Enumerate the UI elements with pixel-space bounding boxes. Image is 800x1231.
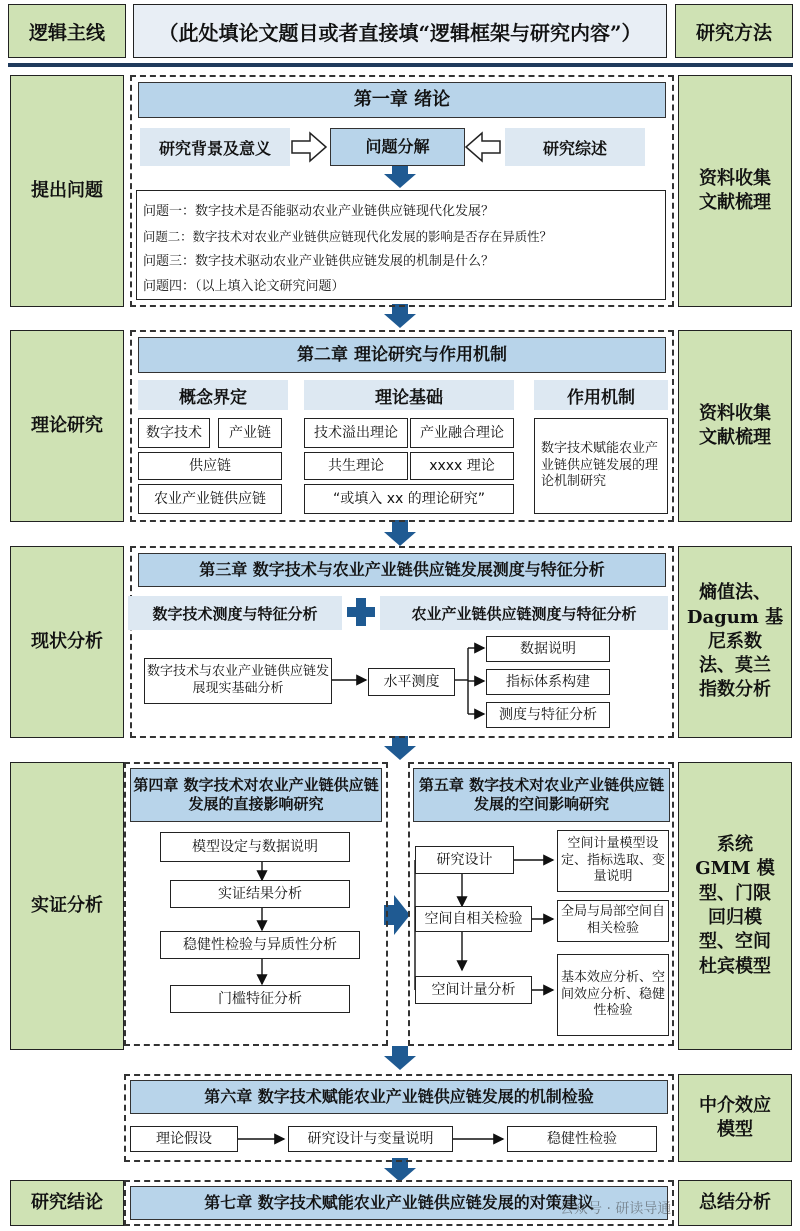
ch2-theory-fill-in: “或填入 xx 的理论研究”	[304, 484, 514, 514]
stage-label-6: 研究结论	[10, 1180, 124, 1226]
stage-label-3: 现状分析	[10, 546, 124, 738]
chapter-6-title: 第六章 数字技术赋能农业产业链供应链发展的机制检验	[130, 1080, 668, 1114]
chapter-1-title: 第一章 绪论	[138, 82, 666, 118]
ch2-col2-title: 理论基础	[304, 380, 514, 410]
method-label-3: 熵值法、 Dagum 基 尼系数 法、莫兰 指数分析	[678, 546, 792, 738]
ch1-question-2: 问题二：数字技术对农业产业链供应链现代化发展的影响是否存在异质性？	[143, 229, 552, 244]
ch2-col3-title: 作用机制	[534, 380, 668, 410]
stage-label-2: 理论研究	[10, 330, 124, 522]
ch1-question-3: 问题三：数字技术驱动农业产业链供应链发展的机制是什么？	[143, 254, 495, 269]
ch4-robustness: 稳健性检验与异质性分析	[160, 931, 360, 959]
ch1-background: 研究背景及意义	[140, 128, 290, 166]
ch3-indicator-system: 指标体系构建	[486, 669, 610, 695]
ch5-note-3: 基本效应分析、空间效应分析、稳健性检验	[557, 954, 669, 1036]
ch5-research-design: 研究设计	[415, 846, 514, 874]
chapter-4-title: 第四章 数字技术对农业产业链供应链发展的直接影响研究	[130, 768, 382, 822]
header-left-label: 逻辑主线	[8, 4, 126, 58]
method-label-1: 资料收集 文献梳理	[678, 75, 792, 307]
ch3-basis-analysis: 数字技术与农业产业链供应链发展现实基础分析	[144, 658, 332, 704]
header-divider	[8, 63, 793, 67]
ch1-question-4: 问题四：（以上填入论文研究问题）	[143, 279, 345, 294]
ch2-concept-industry-chain: 产业链	[218, 418, 282, 448]
ch2-theory-symbiosis: 共生理论	[304, 452, 408, 480]
ch4-empirical-results: 实证结果分析	[170, 880, 350, 908]
ch3-agri-measurement: 农业产业链供应链测度与特征分析	[380, 596, 668, 630]
ch3-data-description: 数据说明	[486, 636, 610, 662]
stage-label-4: 实证分析	[10, 762, 124, 1050]
ch4-model-setting: 模型设定与数据说明	[160, 832, 350, 862]
chapter-5-title: 第五章 数字技术对农业产业链供应链发展的空间影响研究	[413, 768, 670, 822]
ch2-concept-digital-tech: 数字技术	[138, 418, 210, 448]
method-label-4: 系统 GMM 模 型、门限 回归模 型、空间 杜宾模型	[678, 762, 792, 1050]
ch3-measurement-analysis: 测度与特征分析	[486, 702, 610, 728]
watermark: 公众号 · 研读导通	[560, 1201, 672, 1217]
ch5-spatial-autocorrelation: 空间自相关检验	[415, 906, 532, 932]
down-arrow-4	[384, 736, 416, 760]
method-label-2: 资料收集 文献梳理	[678, 330, 792, 522]
stage-label-1: 提出问题	[10, 75, 124, 307]
ch2-col1-title: 概念界定	[138, 380, 288, 410]
chapter-7-title: 第七章 数字技术赋能农业产业链供应链发展的对策建议	[130, 1186, 668, 1220]
ch2-concept-agri-chain: 农业产业链供应链	[138, 484, 282, 514]
chapter-2-title: 第二章 理论研究与作用机制	[138, 337, 666, 373]
ch1-literature-review: 研究综述	[505, 128, 645, 166]
ch5-note-1: 空间计量模型设定、指标选取、变量说明	[557, 830, 669, 892]
down-arrow-3	[384, 520, 416, 546]
down-arrow-2	[384, 304, 416, 328]
ch1-problem-decomposition: 问题分解	[330, 128, 465, 166]
ch2-theory-xxxx: xxxx 理论	[410, 452, 514, 480]
ch5-spatial-econometric: 空间计量分析	[415, 976, 532, 1004]
ch2-theory-fusion: 产业融合理论	[410, 418, 514, 448]
ch3-level-measurement: 水平测度	[368, 668, 455, 696]
ch6-hypothesis: 理论假设	[130, 1126, 238, 1152]
ch2-theory-spillover: 技术溢出理论	[304, 418, 408, 448]
method-label-5: 中介效应 模型	[678, 1074, 792, 1162]
ch5-note-2: 全局与局部空间自相关检验	[557, 900, 669, 942]
ch3-digital-measurement: 数字技术测度与特征分析	[128, 596, 342, 630]
ch1-question-1: 问题一：数字技术是否能驱动农业产业链供应链现代化发展？	[143, 204, 495, 219]
page-title: （此处填论文题目或者直接填“逻辑框架与研究内容”）	[133, 4, 667, 58]
ch1-questions-box	[136, 190, 666, 300]
down-arrow-5	[384, 1046, 416, 1070]
ch4-threshold: 门槛特征分析	[170, 985, 350, 1013]
ch2-concept-supply-chain: 供应链	[138, 452, 282, 480]
ch6-design-variables: 研究设计与变量说明	[288, 1126, 453, 1152]
method-label-6: 总结分析	[678, 1180, 792, 1226]
ch6-robustness: 稳健性检验	[507, 1126, 657, 1152]
ch2-mechanism: 数字技术赋能农业产业链供应链发展的理论机制研究	[534, 418, 668, 514]
chapter-3-title: 第三章 数字技术与农业产业链供应链发展测度与特征分析	[138, 553, 666, 587]
header-right-label: 研究方法	[675, 4, 793, 58]
